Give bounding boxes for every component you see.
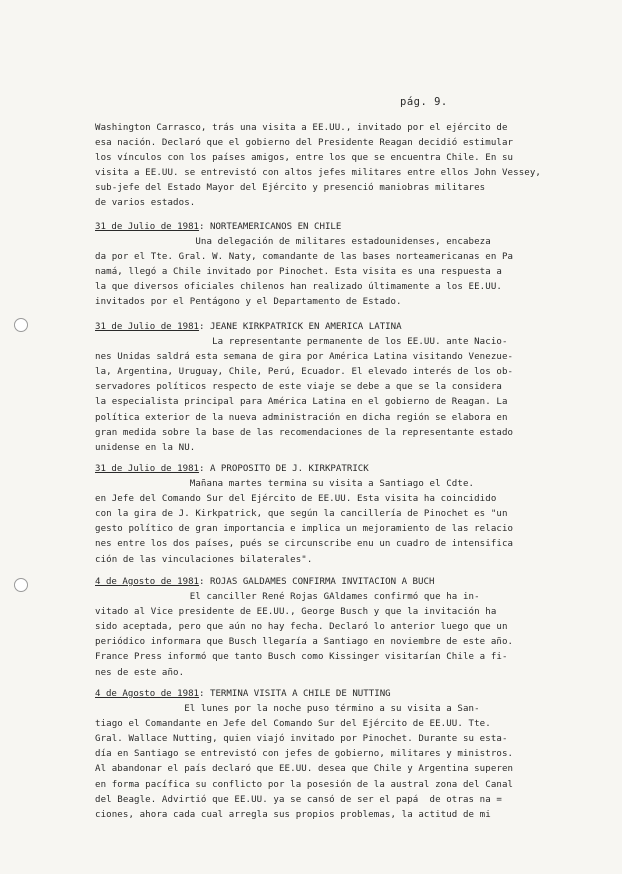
text-line: da por el Tte. Gral. W. Naty, comandante de las bases norteamericanas en Pa — [95, 252, 514, 263]
text-line: tiago el Comandante en Jefe del Comando Sur del Ejército de EE.UU. Tte. — [95, 719, 491, 730]
entry-heading — [95, 320, 535, 335]
text-line: gran medida sobre la base de las recomendaciones de la representante estado — [95, 427, 514, 438]
text-line: Una delegación de militares estadounidenses, encabeza — [95, 237, 491, 248]
entry-date: 4 de Agosto de 1981 — [95, 689, 200, 699]
text-line: periódico informara que Busch llegaría a Santiago en noviembre de este año. — [95, 637, 514, 648]
text-line: sub-jefe del Estado Mayor del Ejército y presenció maniobras militares — [95, 183, 486, 194]
punch-hole — [14, 578, 28, 592]
entry-heading — [95, 462, 535, 477]
intro-paragraph — [95, 121, 541, 212]
entry-title: : JEANE KIRKPATRICK EN AMERICA LATINA — [199, 322, 402, 332]
text-line: de varios estados. — [95, 198, 196, 209]
news-entry — [95, 462, 535, 568]
text-line: nes Unidas saldrá esta semana de gira por América Latina visitando Venezue- — [95, 352, 514, 363]
text-line: política exterior de la nueva administración en dicha región se elabora en — [95, 412, 508, 423]
text-line: ción de las vinculaciones bilaterales". — [95, 554, 313, 565]
text-line: Al abandonar el país declaró que EE.UU. desea que Chile y Argentina superen — [95, 764, 514, 775]
entry-date: 31 de Julio de 1981 — [95, 222, 200, 232]
text-line: los vínculos con los países amigos, entre los que se encuentra Chile. En su — [95, 153, 514, 164]
entry-date: 31 de Julio de 1981 — [95, 464, 200, 474]
text-line: La representante permanente de los EE.UU. ante Nacio- — [95, 337, 508, 348]
text-line: nes de este año. — [95, 667, 185, 678]
text-line: la especialista principal para América Latina en el gobierno de Reagan. La — [95, 397, 508, 408]
text-line: la, Argentina, Uruguay, Chile, Perú, Ecuador. El elevado interés de los ob- — [95, 367, 514, 378]
text-line: France Press informó que tanto Busch como Kissinger visitarían Chile a fi- — [95, 652, 508, 663]
text-line: ciones, ahora cada cual arregla sus propios problemas, la actitud de mi — [95, 809, 491, 820]
text-line: Gral. Wallace Nutting, quien viajó invitado por Pinochet. Durante su esta- — [95, 734, 508, 745]
entry-date: 4 de Agosto de 1981 — [95, 577, 200, 587]
text-line: la que diversos oficiales chilenos han realizado últimamente a los EE.UU. — [95, 282, 502, 293]
text-line: sido aceptada, pero que aún no hay fecha. Declaró lo anterior luego que un — [95, 622, 508, 633]
news-entry — [95, 220, 535, 311]
text-line: gesto político de gran importancia e implica un mejoramiento de las relacio — [95, 524, 514, 535]
text-line: Washington Carrasco, trás una visita a EE.UU., invitado por el ejército de — [95, 123, 508, 133]
text-line: visita a EE.UU. se entrevistó con altos jefes militares entre ellos John Vessey, — [95, 168, 541, 179]
text-line: vitado al Vice presidente de EE.UU., George Busch y que la invitación ha — [95, 607, 497, 618]
text-line: nes entre los dos países, pués se circunscribe enu un cuadro de intensifica — [95, 539, 514, 550]
text-line: invitados por el Pentágono y el Departamento de Estado. — [95, 297, 402, 308]
entry-title: : ROJAS GALDAMES CONFIRMA INVITACION A BUCH — [199, 577, 435, 587]
news-entry — [95, 320, 535, 456]
entry-heading — [95, 575, 535, 590]
entry-title: : A PROPOSITO DE J. KIRKPATRICK — [199, 464, 369, 474]
entry-heading — [95, 220, 535, 235]
text-line: en forma pacífica su conflicto por la posesión de la austral zona del Canal — [95, 779, 514, 790]
news-entry — [95, 687, 535, 823]
text-line: El canciller René Rojas GAldames confirmó que ha in- — [95, 592, 480, 603]
text-line: namá, llegó a Chile invitado por Pinochet. Esta visita es una respuesta a — [95, 267, 502, 278]
text-line: del Beagle. Advirtió que EE.UU. ya se cansó de ser el papá de otras na = — [95, 794, 502, 805]
entry-heading — [95, 687, 535, 702]
text-line: día en Santiago se entrevistó con jefes de gobierno, militares y ministros. — [95, 749, 514, 760]
text-line: esa nación. Declaró que el gobierno del Presidente Reagan decidió estimular — [95, 138, 514, 149]
text-line: con la gira de J. Kirkpatrick, que según la cancillería de Pinochet es "un — [95, 509, 508, 520]
text-line: El lunes por la noche puso término a su visita a San- — [95, 704, 480, 715]
text-line: unidense en la NU. — [95, 442, 196, 453]
news-entry — [95, 575, 535, 681]
page-number: pág. 9. — [400, 96, 448, 108]
text-line: en Jefe del Comando Sur del Ejército de EE.UU. Esta visita ha coincidido — [95, 494, 497, 505]
punch-hole — [14, 318, 28, 332]
entry-title: : TERMINA VISITA A CHILE DE NUTTING — [199, 689, 391, 699]
entry-date: 31 de Julio de 1981 — [95, 322, 200, 332]
text-line: Mañana martes termina su visita a Santiago el Cdte. — [95, 479, 475, 490]
entry-title: : NORTEAMERICANOS EN CHILE — [199, 222, 342, 232]
text-line: servadores políticos respecto de este viaje se debe a que se la considera — [95, 382, 502, 393]
